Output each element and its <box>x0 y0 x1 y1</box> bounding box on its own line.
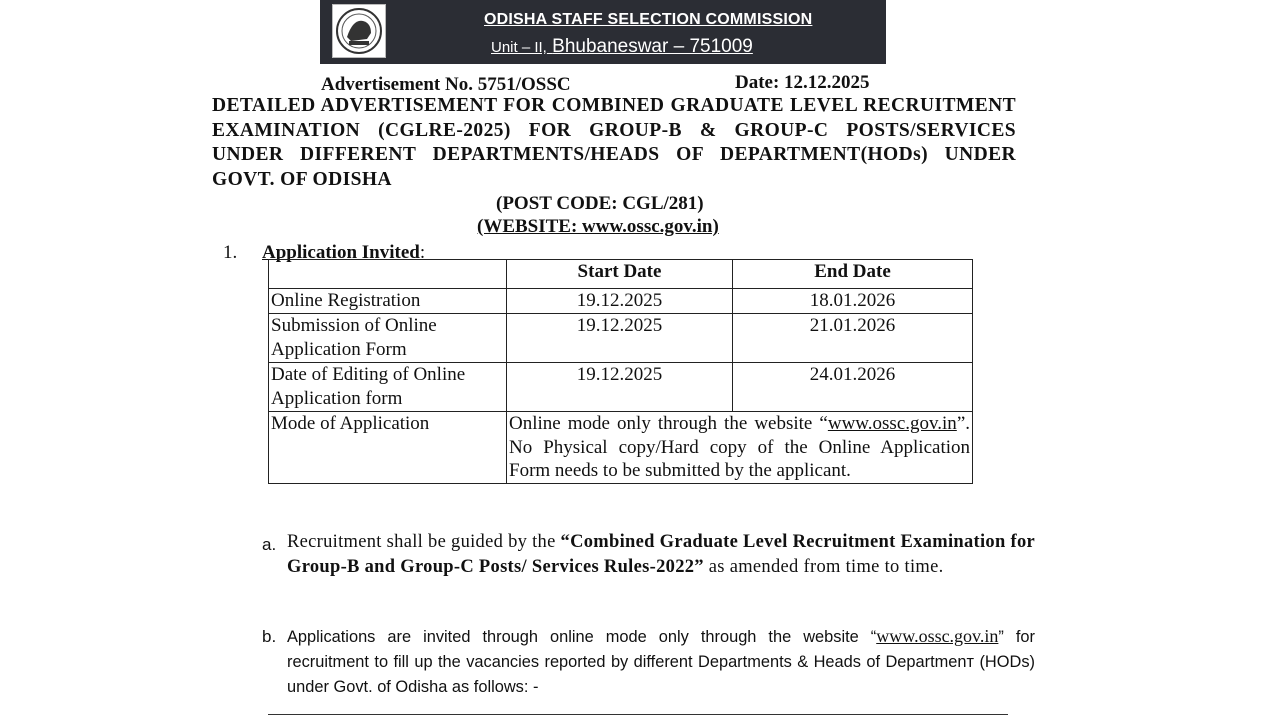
row-label: Mode of Application <box>269 412 507 484</box>
commission-name: ODISHA STAFF SELECTION COMMISSION <box>484 11 813 28</box>
para-a-text-after: as amended from time to time. <box>703 556 944 577</box>
website-link[interactable]: (WEBSITE: www.ossc.gov.in) <box>477 216 719 237</box>
row-end-date: 24.01.2026 <box>733 363 973 412</box>
para-a-text-before: Recruitment shall be guided by the <box>287 532 561 552</box>
mode-of-application-text <box>507 412 973 484</box>
row-end-date: 18.01.2026 <box>733 289 973 314</box>
section-title-text: Application Invited <box>262 242 420 263</box>
header-cell-start-date: Start Date <box>507 260 733 289</box>
state-emblem-icon <box>332 4 386 58</box>
row-start-date: 19.12.2025 <box>507 314 733 363</box>
row-label: Date of Editing of Online Application form <box>269 363 507 412</box>
advertisement-number: Advertisement No. 5751/OSSC <box>321 74 571 95</box>
next-table-border <box>268 714 1008 715</box>
header-cell-blank <box>269 260 507 289</box>
row-end-date: 21.01.2026 <box>733 314 973 363</box>
section-title-colon: : <box>419 242 426 263</box>
advertisement-title: DETAILED ADVERTISEMENT FOR COMBINED GRADUATE LEVEL RECRUITMENT EXAMINATION (CGLRE-2025) FOR GROUP-B & GROUP-C POSTS/SERVICES UNDER DIFFERENT DEPARTMENTS/HEADS OF DEPARTMENT(HODs) UNDER GOVT. OF ODISHA <box>212 95 1016 190</box>
para-b-text-before: Applications are invited through online mode only through the website “ <box>287 628 877 646</box>
mode-text-after: ”. No Physical copy/Hard copy of the Online Application Form needs to be submitted by the applicant. <box>509 413 970 481</box>
para-b-text-after: ” for recruitment to fill up the vacancies reported by different Departments & Heads of Departmenт (HODs) under Govt. of Odisha as follows: - <box>287 628 1035 696</box>
table-header-row <box>269 260 973 289</box>
office-address <box>491 36 753 58</box>
para-a-rules-name: “Combined Graduate Level Recruitment Examination for Group-B and Group-C Posts/ Services Rules-2022” <box>287 532 1036 577</box>
row-start-date: 19.12.2025 <box>507 363 733 412</box>
advertisement-date: Date: 12.12.2025 <box>735 72 870 93</box>
table-row <box>269 363 973 412</box>
para-b-website-link[interactable]: www.ossc.gov.in <box>876 626 999 646</box>
post-code: (POST CODE: CGL/281) <box>496 193 704 214</box>
table-row <box>269 314 973 363</box>
header-banner <box>320 0 886 64</box>
row-start-date: 19.12.2025 <box>507 289 733 314</box>
mode-text-before: Online mode only through the website “ <box>509 413 828 434</box>
para-a-label: a. <box>262 535 277 554</box>
header-cell-end-date: End Date <box>733 260 973 289</box>
para-a <box>287 530 1035 579</box>
table-row-mode <box>269 412 973 484</box>
city-label: Bhubaneswar – 751009 <box>552 36 753 57</box>
table-row <box>269 289 973 314</box>
para-b <box>287 624 1035 700</box>
unit-label: Unit – II, <box>491 39 547 56</box>
row-label: Online Registration <box>269 289 507 314</box>
para-b-label: b. <box>262 627 277 646</box>
mode-website-link[interactable]: www.ossc.gov.in <box>827 413 957 434</box>
section-number: 1. <box>223 242 238 263</box>
application-dates-table <box>268 259 973 484</box>
row-label: Submission of Online Application Form <box>269 314 507 363</box>
